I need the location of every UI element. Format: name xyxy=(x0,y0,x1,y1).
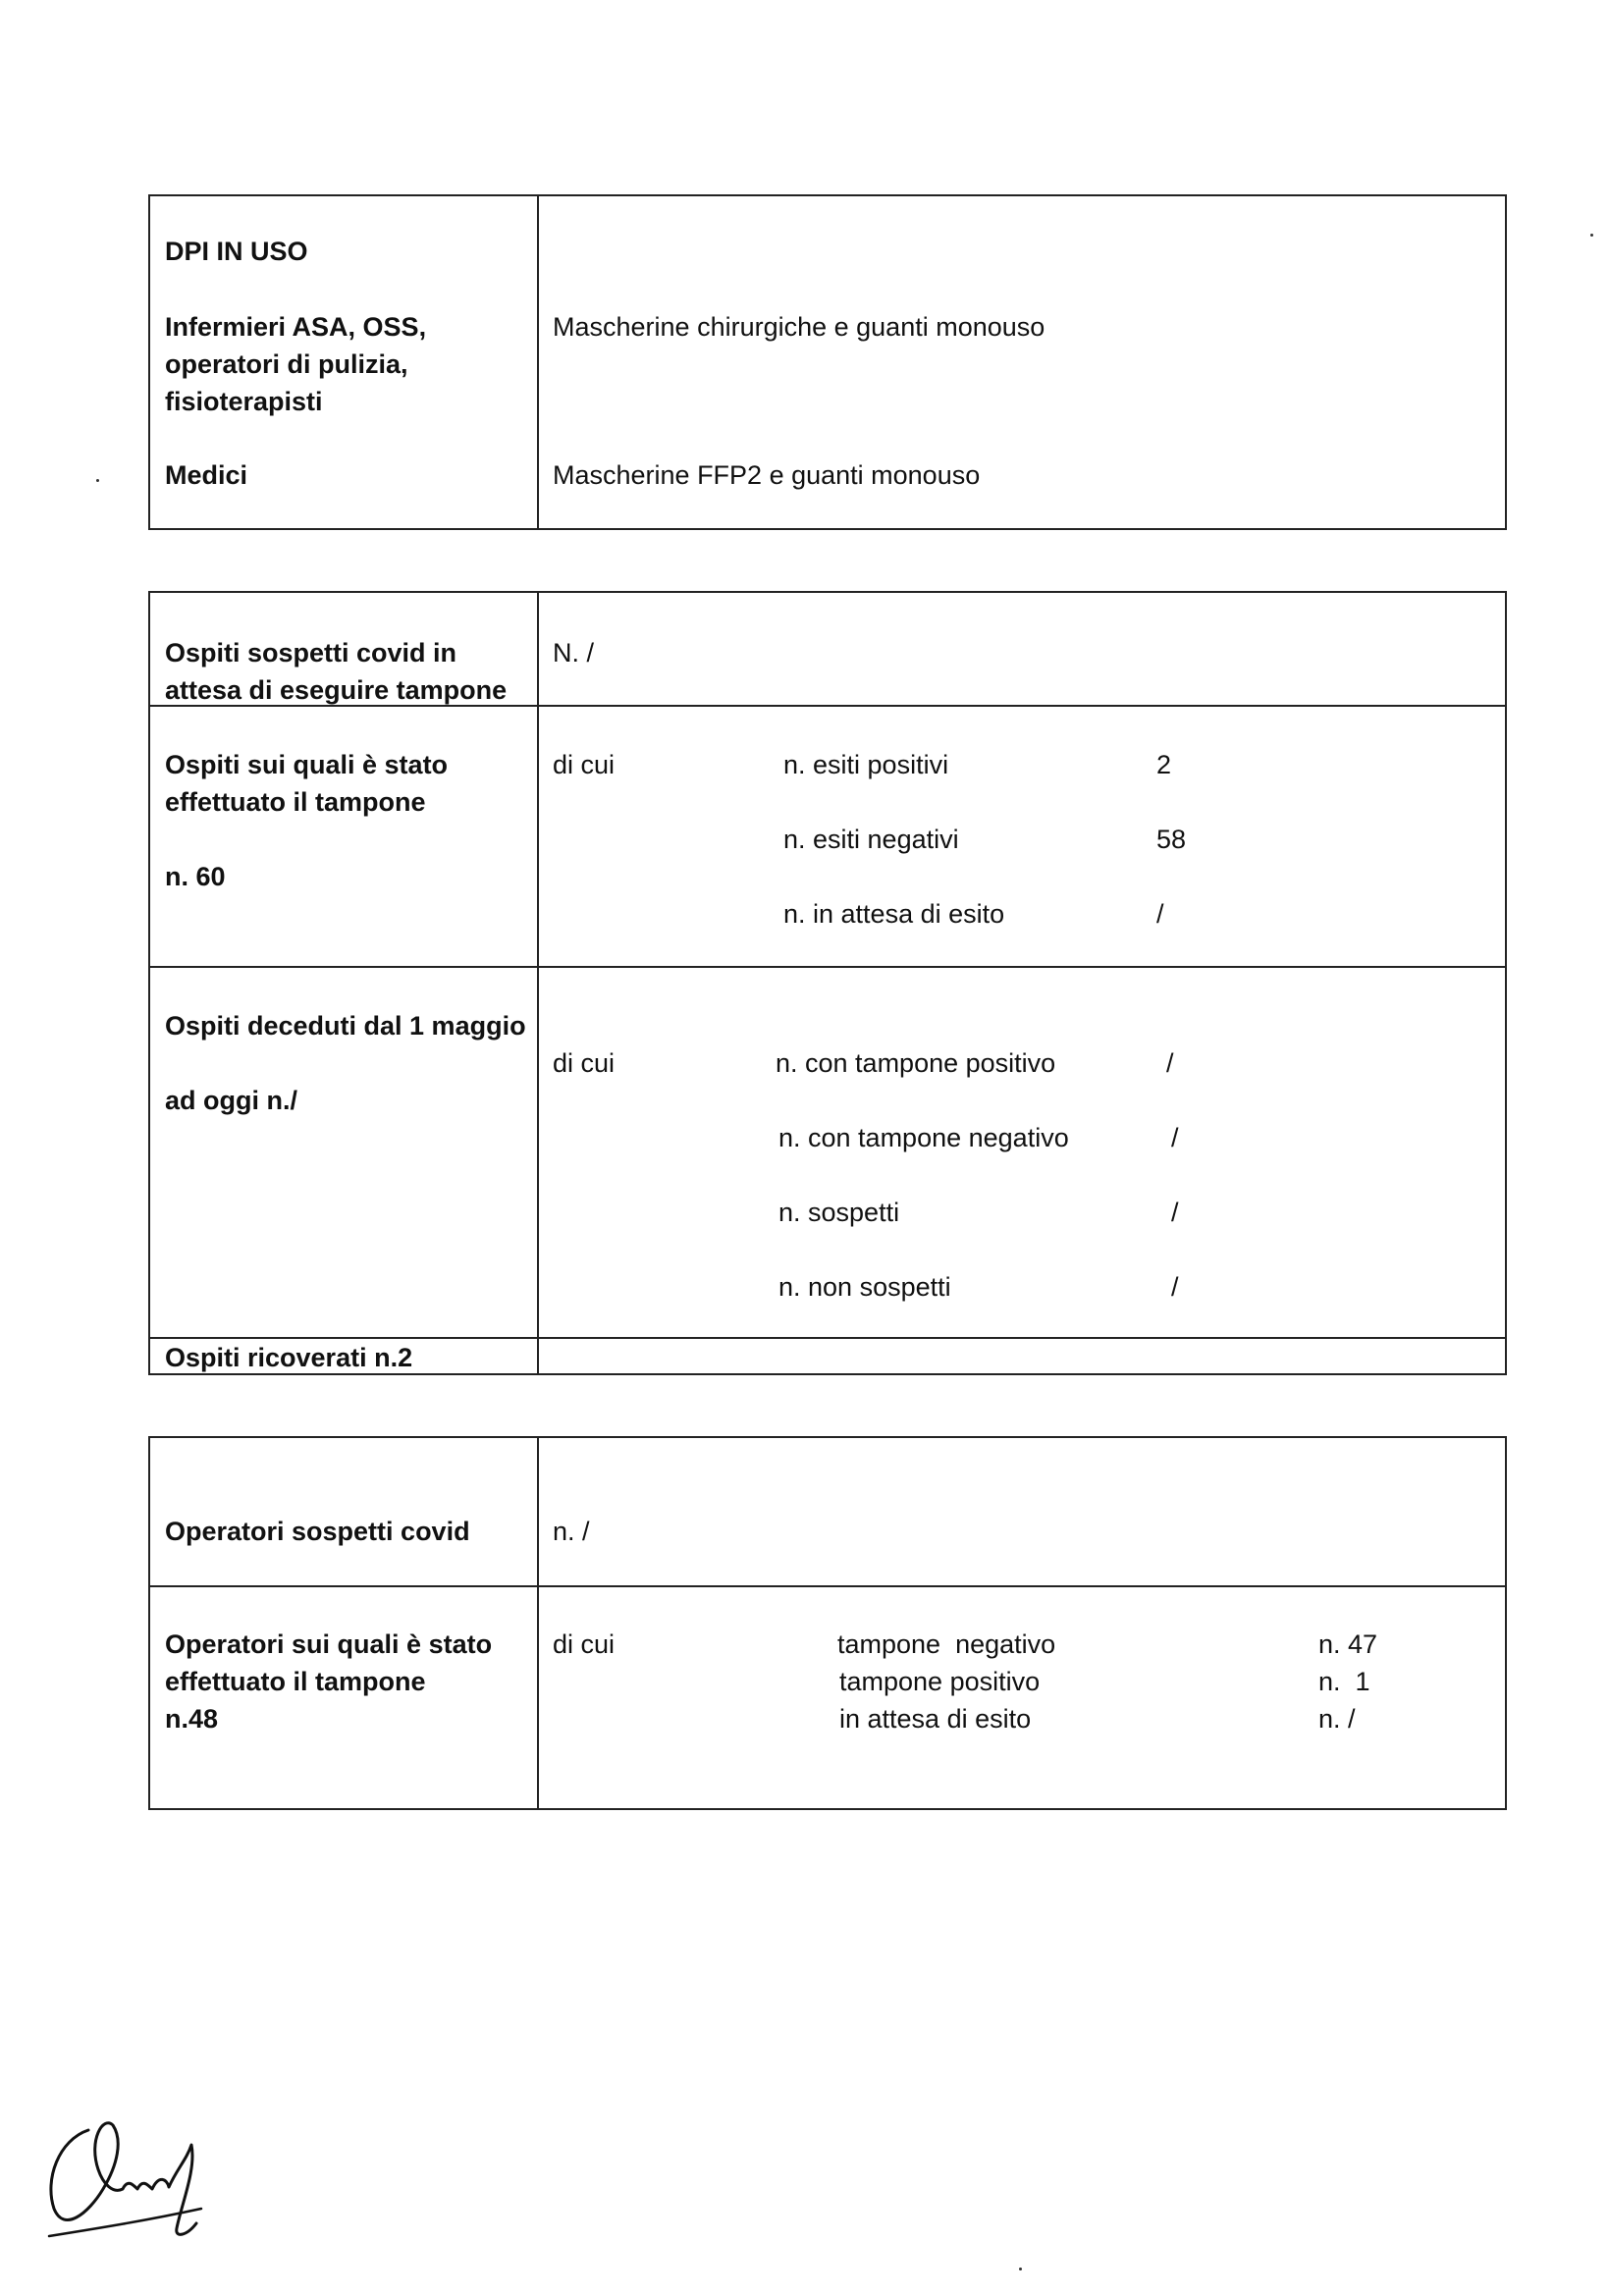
guests-deceased-label-line2: ad oggi n./ xyxy=(165,1086,297,1115)
deceased-not-suspected-value: / xyxy=(1171,1272,1179,1302)
row-divider xyxy=(150,966,1505,968)
operators-pending-label: in attesa di esito xyxy=(839,1704,1032,1734)
row-divider xyxy=(150,1585,1505,1587)
scan-speck xyxy=(1019,2268,1022,2270)
guests-suspected-value: N. / xyxy=(553,638,595,667)
nurses-label-line1: Infermieri ASA, OSS, xyxy=(165,312,427,342)
doctors-dpi-value: Mascherine FFP2 e guanti monouso xyxy=(553,460,981,490)
nurses-label-line3: fisioterapisti xyxy=(165,387,323,416)
pending-results-value: / xyxy=(1156,899,1164,929)
deceased-negative-value: / xyxy=(1171,1123,1179,1152)
operators-tested-of-which: di cui xyxy=(553,1629,616,1659)
guests-deceased-label-line1: Ospiti deceduti dal 1 maggio xyxy=(165,1011,526,1041)
operators-tested-label-line1: Operatori sui quali è stato xyxy=(165,1629,493,1659)
operators-suspected-value: n. / xyxy=(553,1517,590,1546)
column-divider xyxy=(537,196,539,528)
dpi-table xyxy=(148,194,1507,530)
negative-results-value: 58 xyxy=(1156,825,1187,854)
operators-tested-label-line2: effettuato il tampone xyxy=(165,1667,426,1696)
deceased-negative-label: n. con tampone negativo xyxy=(778,1123,1069,1152)
deceased-suspected-label: n. sospetti xyxy=(778,1198,900,1227)
guests-tested-count: n. 60 xyxy=(165,862,226,891)
operators-pending-value: n. / xyxy=(1318,1704,1356,1734)
column-divider xyxy=(537,593,539,1373)
operators-table xyxy=(148,1436,1507,1810)
operators-tested-count: n.48 xyxy=(165,1704,219,1734)
guests-deceased-of-which: di cui xyxy=(553,1048,616,1078)
positive-results-value: 2 xyxy=(1156,750,1172,779)
negative-results-label: n. esiti negativi xyxy=(783,825,959,854)
operators-suspected-label: Operatori sospetti covid xyxy=(165,1517,470,1546)
nurses-label-line2: operatori di pulizia, xyxy=(165,349,408,379)
deceased-positive-label: n. con tampone positivo xyxy=(776,1048,1056,1078)
operators-negative-label: tampone negativo xyxy=(837,1629,1056,1659)
guests-tested-label-line1: Ospiti sui quali è stato xyxy=(165,750,449,779)
operators-positive-label: tampone positivo xyxy=(839,1667,1041,1696)
guests-suspected-label-line1: Ospiti sospetti covid in xyxy=(165,638,457,667)
guests-table xyxy=(148,591,1507,1375)
nurses-dpi-value: Mascherine chirurgiche e guanti monouso xyxy=(553,312,1045,342)
scan-speck xyxy=(1590,234,1593,237)
doctors-label: Medici xyxy=(165,460,248,490)
handwritten-signature xyxy=(29,2110,255,2248)
guests-suspected-label-line2: attesa di eseguire tampone xyxy=(165,675,508,705)
operators-positive-value: n. 1 xyxy=(1318,1667,1370,1696)
guests-tested-label-line2: effettuato il tampone xyxy=(165,787,426,817)
deceased-not-suspected-label: n. non sospetti xyxy=(778,1272,951,1302)
guests-tested-of-which: di cui xyxy=(553,750,616,779)
deceased-positive-value: / xyxy=(1166,1048,1174,1078)
positive-results-label: n. esiti positivi xyxy=(783,750,949,779)
pending-results-label: n. in attesa di esito xyxy=(783,899,1005,929)
deceased-suspected-value: / xyxy=(1171,1198,1179,1227)
column-divider xyxy=(537,1438,539,1808)
dpi-title: DPI IN USO xyxy=(165,237,308,266)
operators-negative-value: n. 47 xyxy=(1318,1629,1378,1659)
guests-hospitalized-label: Ospiti ricoverati n.2 xyxy=(165,1343,413,1372)
scan-speck xyxy=(96,479,99,482)
